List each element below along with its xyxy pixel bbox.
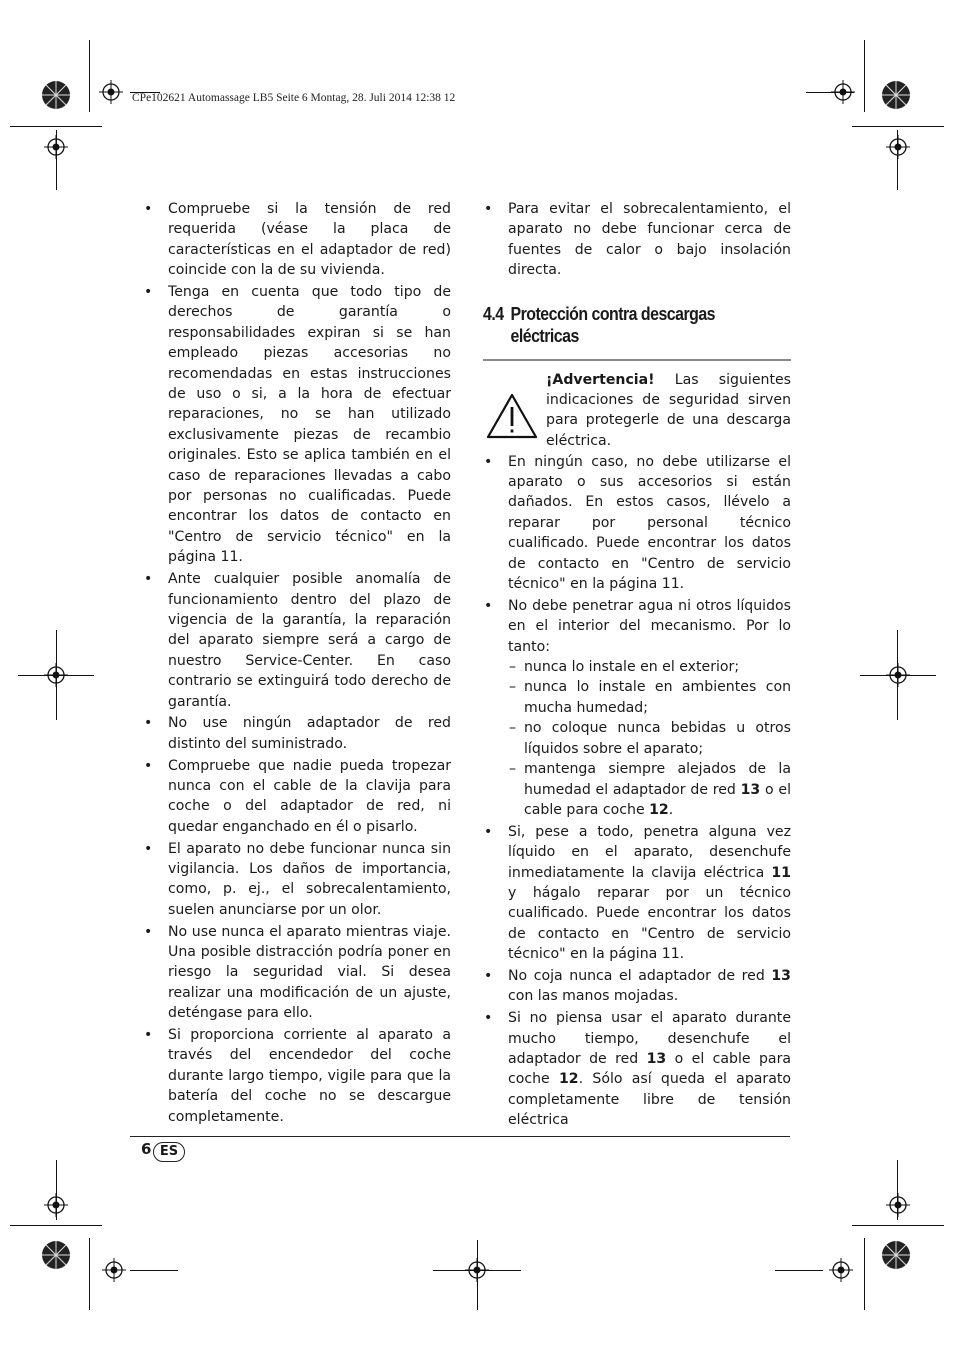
list-item [483,966,791,1007]
dash-item: – nunca lo instale en ambientes con mucha humedad; [508,677,791,718]
list-item [483,1008,791,1130]
part-reference: 13 [646,1050,667,1067]
electric-safety-bullet-list [483,452,791,1131]
list-item: • Para evitar el sobrecalentamiento, el aparato no debe funcionar cerca de fuentes de calor o bajo insolación directa. [483,199,791,281]
dash-item: – nunca lo instale en el exterior; [508,657,791,677]
list-text: o el cable para coche [508,1050,791,1088]
overheat-bullet-list [483,199,791,281]
section-heading [483,303,793,347]
part-reference: 13 [740,781,761,798]
list-item: • En ningún caso, no debe utilizarse el aparato o sus accesorios si están dañados. En estos casos, llévelo a reparar por personal técnico cualificado. Puede encontrar los datos de contacto en "Centro de servicio técnico" en la página 11. [483,452,791,595]
list-text: Si no piensa usar el aparato durante mucho tiempo, desenchufe el adaptador de red [508,1010,791,1067]
left-column [143,199,451,1128]
warning-text: Las siguientes indicaciones de seguridad sirven para protegerle de una descarga eléctrica. [546,371,791,449]
crosshair-mark-icon [44,663,68,687]
language-badge: ES [153,1142,185,1162]
list-item: • No use nunca el aparato mientras viaje. Una posible distracción podría poner en riesgo la seguridad vial. Si desea realizar una modificación de un ajuste, deténgase para ello. [143,922,451,1024]
print-header: CPe102621 Automassage LB5 Seite 6 Montag, 28. Juli 2014 12:38 12 [132,92,456,104]
part-reference: 12 [559,1071,579,1088]
dash-list [508,657,791,820]
crosshair-mark-icon [44,135,68,159]
safety-bullet-list [143,199,451,1127]
crosshair-mark-icon [886,135,910,159]
crosshair-mark-icon [829,1258,853,1282]
part-reference: 11 [771,864,791,881]
crosshair-mark-icon [102,1258,126,1282]
registration-mark-icon [880,1239,912,1271]
dash-text: o el cable para coche [524,781,791,818]
list-item-intro: No debe penetrar agua ni otros líquidos en el interior del mecanismo. Por lo tanto: [508,597,791,655]
warning-label: ¡Advertencia! [546,371,655,388]
crosshair-mark-icon [886,663,910,687]
section-title-line2: eléctricas [510,324,579,346]
warning-box [483,370,791,452]
list-item: • No use ningún adaptador de red distinto del suministrado. [143,713,451,754]
footer-divider [130,1136,790,1137]
dash-text: mantenga siempre alejados de la humedad el adaptador de red [524,761,791,798]
crosshair-mark-icon [886,1193,910,1217]
list-item [483,596,791,820]
list-text: No coja nunca el adaptador de red [508,967,772,984]
dash-item: – no coloque nunca bebidas u otros líquidos sobre el aparato; [508,718,791,759]
list-item: • El aparato no debe funcionar nunca sin vigilancia. Los daños de importancia, como, p. ej., el sobrecalentamiento, suelen anunciarse por un olor. [143,839,451,921]
warning-triangle-icon [485,392,539,440]
list-item: • Tenga en cuenta que todo tipo de derechos de garantía o responsabilidades expiran si se han empleado piezas accesorias no recomendadas en estas instrucciones de uso o si, a la hora de efectuar reparaciones, no se han utilizado exclusivamente piezas de recambio originales. Esto se aplica también en el caso de reparaciones llevadas a cabo por personas no cualificadas. Puede encontrar los datos de contacto en "Centro de servicio técnico" en la página 11. [143,282,451,568]
list-item [483,822,791,965]
list-item: • Compruebe si la tensión de red requerida (véase la placa de características en el adaptador de red) coincide con la de su vivienda. [143,199,451,281]
list-text: . Sólo así queda el aparato completamente libre de tensión eléctrica [508,1071,791,1129]
list-text: con las manos mojadas. [508,988,679,1005]
list-text: y hágalo reparar por un técnico cualificado. Puede encontrar los datos de contacto en "Centro de servicio técnico" en la página 11. [508,884,791,963]
crosshair-mark-icon [465,1258,489,1282]
list-item: • Si proporciona corriente al aparato a través del encendedor del coche durante largo tiempo, vigile para que la batería del coche no se descargue completamente. [143,1025,451,1127]
part-reference: 13 [771,967,791,984]
page-number: 6 [141,1140,152,1158]
right-column [483,199,791,1132]
list-item: • Compruebe que nadie pueda tropezar nunca con el cable de la clavija para coche o del adaptador de red, ni quedar enganchado en él o pisarlo. [143,756,451,838]
section-title-line1: Protección contra descargas [510,302,715,324]
crosshair-mark-icon [99,80,123,104]
section-number: 4.4 [483,302,504,324]
section-divider [483,359,791,361]
crosshair-mark-icon [831,80,855,104]
dash-text: . [668,801,674,818]
dash-item [508,759,791,820]
crosshair-mark-icon [44,1193,68,1217]
registration-mark-icon [880,79,912,111]
list-item: • Ante cualquier posible anomalía de funcionamiento dentro del plazo de vigencia de la garantía, la reparación del aparato siempre será a cargo de nuestro Service-Center. En caso contrario se extinguirá todo derecho de garantía. [143,569,451,712]
list-text: Si, pese a todo, penetra alguna vez líquido en el aparato, desenchufe inmediatamente la clavija eléctrica [508,823,791,881]
part-reference: 12 [649,801,669,818]
registration-mark-icon [40,79,72,111]
registration-mark-icon [40,1239,72,1271]
